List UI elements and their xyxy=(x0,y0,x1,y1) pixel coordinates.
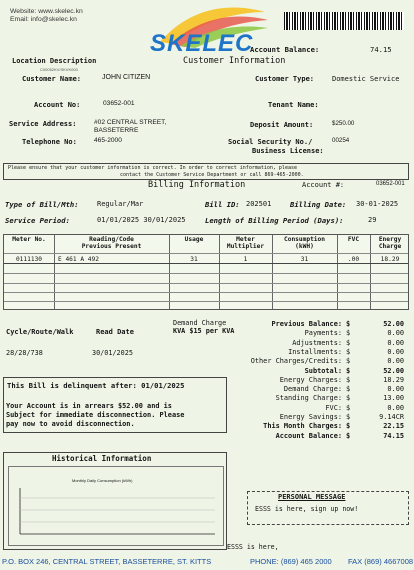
charge-value: 0.00 xyxy=(387,338,404,347)
telephone-value: 465-2000 xyxy=(94,137,122,144)
customer-type-value: Domestic Service xyxy=(332,75,400,83)
chart-caption: Monthly Daily Consumption (kWh) xyxy=(72,478,133,483)
demand-charge-label: Demand Charge xyxy=(173,319,227,327)
meter-header-5: FVC xyxy=(347,236,360,243)
charge-label: Adjustments: xyxy=(292,338,342,347)
charge-currency: $ xyxy=(346,422,351,431)
charge-currency: $ xyxy=(346,403,351,412)
billing-length-label: Length of Billing Period (Days): xyxy=(205,216,344,225)
read-date-label: Read Date xyxy=(96,328,134,336)
barcode xyxy=(284,12,404,30)
meter-cell-6: 18.29 xyxy=(380,256,400,263)
meter-header-2: Usage xyxy=(184,236,204,243)
charge-currency: $ xyxy=(346,338,351,347)
charge-label: Installments: xyxy=(288,347,342,356)
notice-line1: Please ensure that your customer information is correct. In order to correct information, please xyxy=(8,165,297,171)
bill-id-label: Bill ID: xyxy=(205,200,240,209)
email-text: Email: info@skelec.kn xyxy=(10,16,77,23)
message-line1: ESSS is here, sign up now! xyxy=(255,505,359,513)
charge-currency: $ xyxy=(346,320,351,328)
service-address-line1: #02 CENTRAL STREET, xyxy=(94,119,167,126)
charge-currency: $ xyxy=(346,385,351,394)
meter-cell-4: 31 xyxy=(300,256,309,263)
service-address-label: Service Address: xyxy=(9,120,77,128)
charge-value: 0.00 xyxy=(387,347,404,356)
logo-text: SKELEC xyxy=(150,30,254,57)
header-account-balance-value: 74.15 xyxy=(370,45,392,54)
charge-label: Other Charges/Credits: xyxy=(250,357,342,366)
deposit-amount-label: Deposit Amount: xyxy=(250,121,314,129)
website-text: Website: www.skelec.kn xyxy=(10,8,83,15)
meter-table xyxy=(3,234,409,310)
charge-label: Previous Balance: xyxy=(271,320,342,328)
billing-date-value: 30-01-2025 xyxy=(356,200,399,208)
customer-name-label: Customer Name: xyxy=(22,75,82,83)
demand-kva-label: KVA $15 per KVA xyxy=(173,327,235,335)
billing-account-label: Account #: xyxy=(302,181,345,189)
footer-address: P.O. BOX 246, CENTRAL STREET, BASSETERRE, ST. KITTS xyxy=(2,557,212,566)
ssn-value: 00254 xyxy=(332,137,350,144)
charge-label: Standing Charge: xyxy=(275,394,342,403)
tenant-name-label: Tenant Name: xyxy=(268,101,319,109)
meter-cell-5: .00 xyxy=(347,256,360,263)
location-code: C00052KV/SKVK000 xyxy=(40,67,78,72)
charge-label: Payments: xyxy=(304,329,342,338)
charge-currency: $ xyxy=(346,394,351,403)
meter-header-3: Meter Multiplier xyxy=(226,236,265,250)
charge-value: 9.14CR xyxy=(379,413,404,421)
charge-value: 18.29 xyxy=(383,375,404,384)
charge-currency: $ xyxy=(346,413,351,421)
billing-title: Billing Information xyxy=(148,180,246,190)
footer-phone: PHONE: (869) 465 2000 xyxy=(250,557,332,566)
charge-label: Energy Savings: xyxy=(279,413,342,421)
charge-label: Subtotal: xyxy=(304,366,342,375)
charge-currency: $ xyxy=(346,431,351,440)
meter-cell-3: 1 xyxy=(243,256,248,263)
cycle-value: 28/28/738 xyxy=(6,349,43,357)
meter-cell-2: 31 xyxy=(190,256,198,263)
bill-type-label: Type of Bill/Mth: xyxy=(5,200,79,209)
charge-value: 13.00 xyxy=(383,394,404,403)
ssn-label: Social Security No./ xyxy=(228,138,313,146)
meter-header-4: Consumption (kWH) xyxy=(284,236,325,250)
meter-header-1: Reading/Code Previous Present xyxy=(81,236,142,250)
service-period-value: 01/01/2025 30/01/2025 xyxy=(97,216,186,224)
header-account-balance-label: Account Balance: xyxy=(250,45,320,54)
cycle-label: Cycle/Route/Walk xyxy=(6,328,74,336)
charge-value: 52.00 xyxy=(383,320,404,328)
location-description-label: Location Description xyxy=(12,57,97,65)
charge-value: 22.15 xyxy=(383,422,404,431)
charge-currency: $ xyxy=(346,329,351,338)
read-date-value: 30/01/2025 xyxy=(92,349,133,357)
account-no-value: 03652-001 xyxy=(103,100,135,107)
meter-cell-0: 0111130 xyxy=(15,256,43,263)
charge-value: 0.00 xyxy=(387,357,404,366)
charge-label: Account Balance: xyxy=(275,431,342,440)
charge-currency: $ xyxy=(346,366,351,375)
meter-header-6: Energy Charge xyxy=(378,236,402,250)
chart-axes xyxy=(10,484,222,544)
billing-length-value: 29 xyxy=(368,216,377,224)
message-title: PERSONAL MESSAGE xyxy=(278,493,346,501)
bill-type-value: Regular/Mar xyxy=(97,200,144,208)
charge-value: 0.00 xyxy=(387,385,404,394)
service-period-label: Service Period: xyxy=(5,216,70,225)
customer-type-label: Customer Type: xyxy=(255,75,315,83)
charge-currency: $ xyxy=(346,375,351,384)
charge-label: FVC: xyxy=(325,403,342,412)
business-license-label: Business License: xyxy=(252,147,324,155)
charge-value: 52.00 xyxy=(383,366,404,375)
delinquent-line1: Your Account is in arrears $52.00 and is xyxy=(6,402,172,410)
charge-currency: $ xyxy=(346,347,351,356)
meter-header-0: Meter No. xyxy=(12,236,46,243)
charge-label: Energy Charges: xyxy=(279,375,342,384)
account-no-label: Account No: xyxy=(34,101,81,109)
footer-fax: FAX (869) 4667008 xyxy=(348,557,414,566)
charge-currency: $ xyxy=(346,357,351,366)
message-line2: ESSS is here, xyxy=(227,543,279,551)
charge-value: 74.15 xyxy=(383,431,404,440)
charge-value: 0.00 xyxy=(387,329,404,338)
bill-id-value: 202501 xyxy=(246,200,272,208)
charge-label: Demand Charge: xyxy=(283,385,342,394)
service-address-line2: BASSETERRE xyxy=(94,127,139,134)
page-title: Customer Information xyxy=(183,56,286,66)
historical-title: Historical Information xyxy=(52,454,152,463)
charge-label: This Month Charges: xyxy=(263,422,342,431)
charge-value: 0.00 xyxy=(387,403,404,412)
telephone-label: Telephone No: xyxy=(22,138,77,146)
notice-line2: contact the Customer Service Department or call 869-465-2000. xyxy=(120,172,304,178)
delinquent-title: This Bill is delinquent after: 01/01/2025 xyxy=(7,381,185,390)
billing-account-value: 03652-001 xyxy=(376,181,405,187)
meter-cell-1: E 461 A 492 xyxy=(58,256,99,263)
customer-name-value: JOHN CITIZEN xyxy=(102,74,151,81)
delinquent-line3: pay now to avoid disconnection. xyxy=(6,420,135,428)
billing-date-label: Billing Date: xyxy=(290,200,347,209)
delinquent-line2: Subject for immediate disconnection. Please xyxy=(6,411,185,419)
deposit-amount-value: $250.00 xyxy=(332,120,355,127)
